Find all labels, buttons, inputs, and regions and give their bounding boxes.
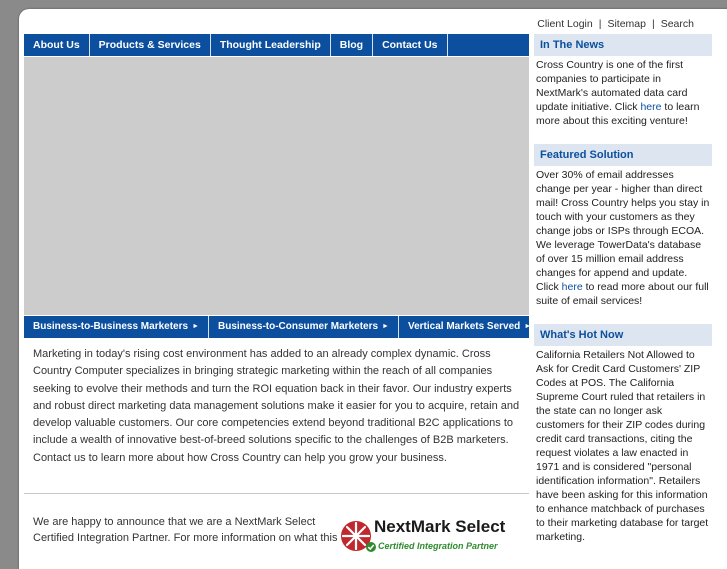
featured-text: Over 30% of email addresses change per year - higher than direct mail! Cross Country helps you stay in touch with your customers as they change jobs or ISPs through ECOA. We leverage TowerData's database of over 15 million email address changes for append and update. Click [536, 169, 710, 293]
hero-banner [24, 57, 529, 315]
whats-hot-heading: What's Hot Now [534, 324, 712, 346]
arrow-right-icon: ► [192, 323, 199, 330]
segment-b2c[interactable] [209, 316, 399, 338]
arrow-right-icon: ► [524, 323, 532, 330]
nav-products-services[interactable]: Products & Services [90, 34, 211, 56]
whats-hot-body: California Retailers Not Allowed to Ask for Credit Card Customers' ZIP Codes at POS. The California Supreme Court ruled that retailers in the state can no longer ask customers for their ZIP codes during credit card transactions, citing the request violates a law enacted in 1971 and is considered "personal identification information". Retailers have been asking for this information to enhance matchback of purchases to their marketing database for target marketing. [536, 349, 709, 543]
segment-nav [24, 316, 532, 338]
nextmark-logo[interactable] [340, 516, 520, 561]
nextmark-star-icon [340, 518, 372, 558]
announcement-text: We are happy to announce that we are a NextMark Select Certified Integration Partner. For more information on what this [33, 516, 338, 544]
segment-label: Vertical Markets Served [407, 321, 521, 332]
check-icon [366, 542, 376, 552]
divider [24, 493, 529, 494]
intro-paragraph: Marketing in today's rising cost environment has added to an already complex dynamic. Cross Country Computer specializes in bringing strategic marketing within the reach of all companies seeking to evolve their methods and turn the ROI equation back in their favor. Our industry experts and robust direct marketing data management solutions make it easier for you to acquire, retain and develop valuable customers. Our core competencies extend beyond traditional B2C applications to include a wealth of innovative best-of-breed solutions specific to the challenges of B2B marketers. Contact us to learn more about how Cross Country can help you grow your business. [33, 348, 520, 464]
segment-label: Business-to-Business Marketers [33, 321, 189, 332]
client-login-link[interactable]: Client Login [537, 18, 593, 30]
in-the-news-body [534, 56, 712, 138]
main-nav [24, 34, 529, 56]
news-text: to learn more about this exciting venture! [536, 101, 700, 127]
sitemap-link[interactable]: Sitemap [607, 18, 646, 30]
separator: | [651, 18, 655, 30]
featured-here-link[interactable]: here [561, 281, 583, 293]
news-here-link[interactable]: here [640, 101, 662, 113]
featured-solution-heading: Featured Solution [534, 144, 712, 166]
in-the-news-heading: In The News [534, 34, 712, 56]
featured-text: to read more about our full suite of email services! [536, 281, 709, 307]
separator: | [598, 18, 602, 30]
arrow-right-icon: ► [382, 323, 389, 330]
nextmark-logo-title: NextMark Select [374, 517, 506, 536]
nav-contact-us[interactable]: Contact Us [373, 34, 447, 56]
utility-nav [537, 18, 694, 30]
segment-label: Business-to-Consumer Marketers [218, 321, 379, 332]
nav-blog[interactable]: Blog [331, 34, 373, 56]
page-container [19, 9, 727, 569]
segment-b2b[interactable] [24, 316, 209, 338]
search-link[interactable]: Search [660, 18, 694, 30]
nav-thought-leadership[interactable]: Thought Leadership [211, 34, 331, 56]
sidebar [534, 34, 712, 554]
segment-vertical-markets[interactable] [399, 316, 540, 338]
nextmark-logo-subtitle: Certified Integration Partner [378, 541, 498, 551]
featured-solution-body [534, 166, 712, 318]
news-text: Cross Country is one of the first companies to participate in NextMark's automated data card update initiative. Click [536, 59, 688, 113]
nav-about-us[interactable]: About Us [24, 34, 90, 56]
